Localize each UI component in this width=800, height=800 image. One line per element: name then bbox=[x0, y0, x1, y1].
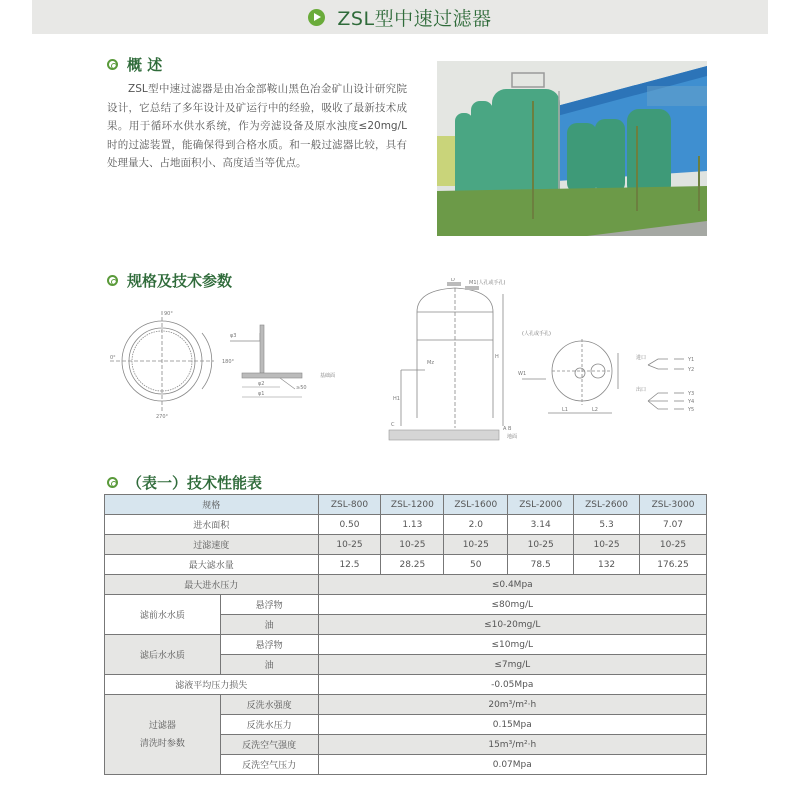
table-header-row bbox=[105, 495, 707, 515]
cell: 176.25 bbox=[640, 555, 707, 575]
row-sub-label: 反洗水压力 bbox=[220, 715, 318, 735]
cell: ≤80mg/L bbox=[318, 595, 706, 615]
filter-tanks-photo bbox=[437, 61, 707, 236]
svg-text:D: D bbox=[451, 278, 455, 283]
cell: 0.15Mpa bbox=[318, 715, 706, 735]
cell: 7.07 bbox=[640, 515, 707, 535]
header-cell: 规格 bbox=[105, 495, 319, 515]
row-group-label: 滤前水水质 bbox=[105, 595, 221, 635]
svg-text:基础面: 基础面 bbox=[320, 373, 336, 379]
table-heading-text: （表一）技术性能表 bbox=[127, 474, 263, 492]
row-label: 进水面积 bbox=[105, 515, 319, 535]
svg-text:φ2: φ2 bbox=[258, 381, 265, 387]
row-group-label bbox=[105, 695, 221, 775]
overview-heading-text: 概 述 bbox=[127, 56, 163, 74]
svg-text:0°: 0° bbox=[110, 355, 116, 361]
overview-text: ZSL型中速过滤器是由冶金部鞍山黑色冶金矿山设计研究院设计，它总结了多年设计及矿运行中的经验，吸收了最新技术成果。用于循环水供水系统，作为旁滤设备及原水浊度≤20mg/L时的过滤装置，能确保得到合格水质。和一般过滤器比较，具有处理量大、占地面积小、高度适当等优点。 bbox=[107, 83, 407, 169]
row-label: 最大滤水量 bbox=[105, 555, 319, 575]
header-cell: ZSL-800 bbox=[318, 495, 381, 515]
svg-text:H1: H1 bbox=[393, 396, 400, 402]
cell: 28.25 bbox=[381, 555, 444, 575]
cell: 20m³/m²·h bbox=[318, 695, 706, 715]
table-row bbox=[105, 515, 707, 535]
cell: 0.07Mpa bbox=[318, 755, 706, 775]
svg-text:90°: 90° bbox=[164, 311, 173, 317]
tank-elevation-drawing bbox=[385, 278, 525, 446]
cell: 0.50 bbox=[318, 515, 381, 535]
cell: ≤7mg/L bbox=[318, 655, 706, 675]
svg-text:Y1: Y1 bbox=[688, 357, 695, 363]
row-sub-label: 悬浮物 bbox=[220, 635, 318, 655]
cell: ≤10mg/L bbox=[318, 635, 706, 655]
svg-text:Y3: Y3 bbox=[688, 391, 695, 397]
svg-text:Mz: Mz bbox=[427, 360, 434, 366]
svg-text:φ1: φ1 bbox=[258, 391, 265, 397]
table-row-pre-quality bbox=[105, 595, 707, 615]
svg-text:L2: L2 bbox=[592, 407, 598, 413]
svg-text:Y4: Y4 bbox=[688, 399, 695, 405]
table-row bbox=[105, 535, 707, 555]
cell: 10-25 bbox=[640, 535, 707, 555]
performance-table bbox=[104, 494, 707, 775]
play-icon bbox=[308, 9, 325, 26]
cell: 12.5 bbox=[318, 555, 381, 575]
svg-text:L1: L1 bbox=[562, 407, 568, 413]
row-sub-label: 反洗水强度 bbox=[220, 695, 318, 715]
overview-heading bbox=[107, 54, 162, 75]
cell: 3.14 bbox=[508, 515, 574, 535]
foundation-ring-drawing bbox=[110, 305, 370, 420]
page-title: ZSL型中速过滤器 bbox=[337, 7, 492, 30]
cell: 10-25 bbox=[508, 535, 574, 555]
bullet-ring-icon bbox=[107, 275, 118, 286]
cell: 10-25 bbox=[444, 535, 508, 555]
cell: -0.05Mpa bbox=[318, 675, 706, 695]
svg-text:M1(人孔或手孔): M1(人孔或手孔) bbox=[469, 280, 506, 286]
cell: ≤0.4Mpa bbox=[318, 575, 706, 595]
cell: 1.13 bbox=[381, 515, 444, 535]
cell: 10-25 bbox=[318, 535, 381, 555]
bullet-ring-icon bbox=[107, 477, 118, 488]
table-row bbox=[105, 555, 707, 575]
table-heading bbox=[107, 472, 262, 493]
table-row-pressure-loss bbox=[105, 675, 707, 695]
cell: 15m³/m²·h bbox=[318, 735, 706, 755]
cell: 78.5 bbox=[508, 555, 574, 575]
row-sub-label: 油 bbox=[220, 655, 318, 675]
row-sub-label: 反洗空气压力 bbox=[220, 755, 318, 775]
row-sub-label: 悬浮物 bbox=[220, 595, 318, 615]
svg-text:180°: 180° bbox=[222, 359, 235, 365]
cell: 5.3 bbox=[574, 515, 640, 535]
svg-text:(人孔或手孔): (人孔或手孔) bbox=[522, 331, 551, 337]
svg-text:进口: 进口 bbox=[636, 355, 647, 361]
svg-text:H: H bbox=[495, 354, 499, 360]
title-bar bbox=[0, 0, 800, 34]
svg-text:A B: A B bbox=[503, 426, 512, 432]
row-label: 过滤速度 bbox=[105, 535, 319, 555]
svg-text:≥50: ≥50 bbox=[296, 385, 307, 391]
header-cell: ZSL-3000 bbox=[640, 495, 707, 515]
cell: ≤10-20mg/L bbox=[318, 615, 706, 635]
tank-plan-piping-drawing bbox=[512, 325, 702, 425]
specs-heading bbox=[107, 270, 232, 291]
row-group-label: 滤后水水质 bbox=[105, 635, 221, 675]
row-label: 最大进水压力 bbox=[105, 575, 319, 595]
svg-text:地面: 地面 bbox=[507, 434, 518, 440]
svg-text:出口: 出口 bbox=[636, 387, 647, 393]
svg-text:Y5: Y5 bbox=[688, 407, 695, 413]
cell: 2.0 bbox=[444, 515, 508, 535]
svg-text:270°: 270° bbox=[156, 414, 169, 420]
svg-text:C: C bbox=[391, 422, 395, 428]
svg-text:φ3: φ3 bbox=[230, 333, 237, 339]
table-row-cleaning bbox=[105, 695, 707, 715]
cell: 132 bbox=[574, 555, 640, 575]
row-label: 滤液平均压力损失 bbox=[105, 675, 319, 695]
cell: 50 bbox=[444, 555, 508, 575]
table-row-max-pressure bbox=[105, 575, 707, 595]
header-cell: ZSL-1200 bbox=[381, 495, 444, 515]
row-sub-label: 油 bbox=[220, 615, 318, 635]
row-sub-label: 反洗空气强度 bbox=[220, 735, 318, 755]
svg-text:W1: W1 bbox=[518, 371, 527, 377]
specs-heading-text: 规格及技术参数 bbox=[127, 272, 233, 290]
header-cell: ZSL-2000 bbox=[508, 495, 574, 515]
header-cell: ZSL-1600 bbox=[444, 495, 508, 515]
svg-text:Y2: Y2 bbox=[688, 367, 695, 373]
cell: 10-25 bbox=[381, 535, 444, 555]
bullet-ring-icon bbox=[107, 59, 118, 70]
cell: 10-25 bbox=[574, 535, 640, 555]
table-row-post-quality bbox=[105, 635, 707, 655]
cleaning-label-line1: 过滤器 bbox=[148, 720, 176, 731]
header-cell: ZSL-2600 bbox=[574, 495, 640, 515]
cleaning-label-line2: 清洗时参数 bbox=[139, 738, 185, 749]
